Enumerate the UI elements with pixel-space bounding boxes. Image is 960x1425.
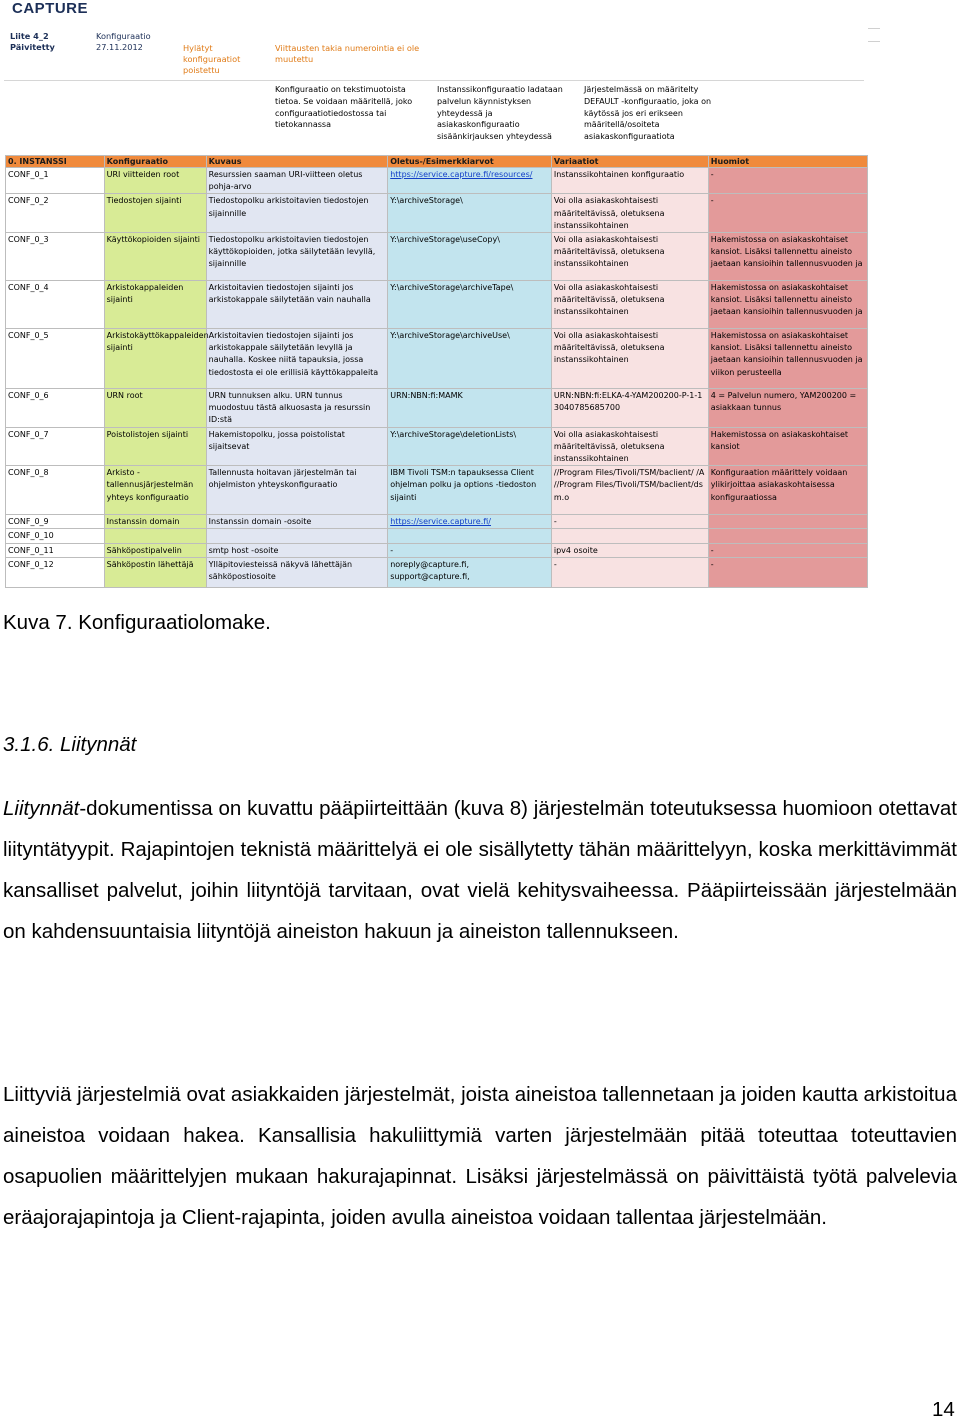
paragraph-connected-systems: Liittyviä järjestelmiä ovat asiakkaiden järjestelmät, joista aineistoa tallennetaan ja joiden kautta arkistoitua aineistoa voidaan hakea. Kansallisia hakuliittymiä varten järjestelmään pitää toteuttaa toteuttavien osapuolien määrittelyjen mukaan hakurajapinnat. Lisäksi järjestelmässä on päivittäistä työtä palvelevia eräajorajapintoja ja Client-rajapinta, joiden avulla aineistoa voidaan tallentaa järjestelmään. xyxy=(3,1083,957,1229)
cell-note: - xyxy=(708,557,867,587)
cell-id: CONF_0_9 xyxy=(6,515,105,529)
cell-description: Arkistoitavien tiedostojen sijainti jos arkistokappale säilytetään levyllä ja nauhalla. Koskee niitä tapauksia, jossa tiedostosta ei ole erillisiä käyttökappaleita xyxy=(206,329,388,389)
cell-variation: Voi olla asiakaskohtaisesti määriteltävissä, oletuksena instanssikohtainen xyxy=(551,281,708,329)
figure-ref-label: Liite 4_2 xyxy=(10,31,49,41)
legend-numbering: Viittausten takia numerointia ei ole muutettu xyxy=(275,43,420,64)
configuration-form-figure xyxy=(4,0,880,582)
capture-logo: CAPTURE xyxy=(12,0,89,17)
cell-id: CONF_0_6 xyxy=(6,389,105,428)
cell-variation: Voi olla asiakaskohtaisesti määriteltävissä, oletuksena instanssikohtainen xyxy=(551,427,708,466)
col-header-config: Konfiguraatio xyxy=(104,156,206,168)
table-header-row xyxy=(6,156,868,168)
cell-variation xyxy=(551,529,708,543)
cell-config: Arkistokäyttökappaleiden sijainti xyxy=(104,329,206,389)
cell-config: Instanssin domain xyxy=(104,515,206,529)
cell-description: URN tunnuksen alku. URN tunnus muodostuu tästä alkuosasta ja resurssin ID:stä xyxy=(206,389,388,428)
cell-note: - xyxy=(708,543,867,557)
cell-default: noreply@capture.fi, support@capture.fi, xyxy=(388,557,552,587)
figure-doc-label: Konfiguraatio xyxy=(96,31,151,41)
table-row xyxy=(6,389,868,428)
cell-note: Hakemistossa on asiakaskohtaiset kansiot. Lisäksi tallennettu aineisto jaetaan kansioihin tallennusvuoden ja xyxy=(708,233,867,281)
cell-variation: ipv4 osoite xyxy=(551,543,708,557)
table-row xyxy=(6,557,868,587)
note-default-config: Järjestelmässä on määritelty DEFAULT -konfiguraatio, joka on käytössä jos eri erikseen määritellä/osoiteta asiakaskonfiguraatiota xyxy=(584,85,712,142)
cell-variation: URN:NBN:fi:ELKA-4-YAM200200-P-1-13040785685700 xyxy=(551,389,708,428)
cell-id: CONF_0_8 xyxy=(6,466,105,515)
cell-default: Y:\archiveStorage\ xyxy=(388,194,552,233)
cell-description: Arkistoitavien tiedostojen sijainti jos arkistokappale säilytetään vain nauhalla xyxy=(206,281,388,329)
section-title: Liitynnät xyxy=(60,733,137,756)
cell-description: Instanssin domain -osoite xyxy=(206,515,388,529)
paragraph-italic-term: Liitynnät xyxy=(3,797,80,820)
cell-id: CONF_0_3 xyxy=(6,233,105,281)
col-header-variations: Variaatiot xyxy=(551,156,708,168)
col-header-notes: Huomiot xyxy=(708,156,867,168)
cell-note: Hakemistossa on asiakaskohtaiset kansiot. Lisäksi tallennettu aineisto jaetaan kansioihin tallennusvuoden ja xyxy=(708,281,867,329)
cell-config: URI viitteiden root xyxy=(104,168,206,194)
cell-config: URN root xyxy=(104,389,206,428)
cell-config: Tiedostojen sijainti xyxy=(104,194,206,233)
cell-default: IBM Tivoli TSM:n tapauksessa Client ohjelman polku ja options -tiedoston sijainti xyxy=(388,466,552,515)
cell-variation: Voi olla asiakaskohtaisesti määriteltävissä, oletuksena instanssikohtainen xyxy=(551,233,708,281)
figure-caption: Kuva 7. Konfiguraatiolomake. xyxy=(3,611,271,634)
cell-note: Konfiguraation määrittely voidaan ylikirjoittaa asiakaskohtaisessa konfiguraatiossa xyxy=(708,466,867,515)
col-header-description: Kuvaus xyxy=(206,156,388,168)
cell-config: Käyttökopioiden sijainti xyxy=(104,233,206,281)
section-number: 3.1.6. xyxy=(3,733,55,756)
cell-id: CONF_0_10 xyxy=(6,529,105,543)
cell-note xyxy=(708,529,867,543)
cell-default: Y:\archiveStorage\archiveTape\ xyxy=(388,281,552,329)
cell-id: CONF_0_7 xyxy=(6,427,105,466)
figure-doc-block xyxy=(96,31,151,53)
cell-config: Arkistokappaleiden sijainti xyxy=(104,281,206,329)
figure-doc-date: 27.11.2012 xyxy=(96,42,143,52)
legend-removed: Hylätyt konfiguraatiot poistettu xyxy=(183,43,241,75)
header-mark xyxy=(868,28,880,29)
section-heading xyxy=(3,724,957,765)
cell-default: - xyxy=(388,543,552,557)
cell-description: Hakemistopolku, jossa poistolistat sijaitsevat xyxy=(206,427,388,466)
cell-config xyxy=(104,529,206,543)
note-config-text: Konfiguraatio on tekstimuotoista tietoa. Se voidaan määritellä, joko configuraatiotiedostossa tai tietokannassa xyxy=(275,85,413,130)
figure-ref-block xyxy=(10,31,55,53)
table-row xyxy=(6,543,868,557)
cell-config: Arkisto -tallennusjärjestelmän yhteys konfiguraatio xyxy=(104,466,206,515)
table-row xyxy=(6,515,868,529)
configuration-table xyxy=(5,155,868,588)
cell-id: CONF_0_1 xyxy=(6,168,105,194)
header-mark xyxy=(868,41,880,42)
cell-variation: - xyxy=(551,515,708,529)
cell-variation: Instanssikohtainen konfiguraatio xyxy=(551,168,708,194)
cell-note: 4 = Palvelun numero, YAM200200 = asiakkaan tunnus xyxy=(708,389,867,428)
cell-variation: Voi olla asiakaskohtaisesti määriteltävissä, oletuksena instanssikohtainen xyxy=(551,329,708,389)
col-header-instance: 0. INSTANSSI xyxy=(6,156,105,168)
cell-id: CONF_0_11 xyxy=(6,543,105,557)
paragraph-interfaces-text: -dokumentissa on kuvattu pääpiirteittään (kuva 8) järjestelmän toteutuksessa huomioon otettavat liityntätyypit. Rajapintojen teknistä määrittelyä ei ole sisällytetty tähän määrittelyyn, koska merkittävimmät kansalliset palvelut, joihin liityntöjä tarvitaan, ovat vielä kehitysvaiheessa. Pääpiirteissään järjestelmään on kahdensuuntaisia liityntöjä aineiston hakuun ja aineiston tallennukseen. xyxy=(3,797,957,943)
table-row xyxy=(6,329,868,389)
note-instance-config: Instanssikonfiguraatio ladataan palvelun käynnistyksen yhteydessä ja asiakaskonfiguraatio sisäänkirjauksen yhteydessä xyxy=(437,85,563,142)
cell-description: Tallennusta hoitavan järjestelmän tai ohjelmiston yhteyskonfiguraatio xyxy=(206,466,388,515)
cell-default: URN:NBN:fi:MAMK xyxy=(388,389,552,428)
cell-config: Sähköpostipalvelin xyxy=(104,543,206,557)
table-row xyxy=(6,529,868,543)
table-row xyxy=(6,233,868,281)
cell-config: Poistolistojen sijainti xyxy=(104,427,206,466)
cell-default-link[interactable]: https://service.capture.fi/ xyxy=(388,515,552,529)
cell-id: CONF_0_12 xyxy=(6,557,105,587)
table-row xyxy=(6,466,868,515)
table-row xyxy=(6,427,868,466)
cell-note: Hakemistossa on asiakaskohtaiset kansiot xyxy=(708,427,867,466)
cell-note xyxy=(708,515,867,529)
cell-variation: //Program Files/Tivoli/TSM/baclient/ /A //Program Files/Tivoli/TSM/baclient/dsm.o xyxy=(551,466,708,515)
cell-description: Resurssien saaman URI-viitteen oletus pohja-arvo xyxy=(206,168,388,194)
cell-description xyxy=(206,529,388,543)
col-header-default: Oletus-/Esimerkkiarvot xyxy=(388,156,552,168)
figure-ref-label-2: Päivitetty xyxy=(10,42,55,52)
cell-note: Hakemistossa on asiakaskohtaiset kansiot. Lisäksi tallennettu aineisto jaetaan kansioihin tallennusvuoden ja viikon perusteella xyxy=(708,329,867,389)
cell-config: Sähköpostin lähettäjä xyxy=(104,557,206,587)
table-row xyxy=(6,194,868,233)
cell-id: CONF_0_2 xyxy=(6,194,105,233)
figure-divider xyxy=(4,80,864,81)
cell-variation: Voi olla asiakaskohtaisesti määriteltävissä, oletuksena instanssikohtainen xyxy=(551,194,708,233)
cell-note: - xyxy=(708,194,867,233)
cell-default: Y:\archiveStorage\useCopy\ xyxy=(388,233,552,281)
table-row xyxy=(6,281,868,329)
cell-description: Ylläpitoviesteissä näkyvä lähettäjän sähköpostiosoite xyxy=(206,557,388,587)
cell-note: - xyxy=(708,168,867,194)
table-row xyxy=(6,168,868,194)
cell-description: Tiedostopolku arkistoitavien tiedostojen sijainnille xyxy=(206,194,388,233)
cell-id: CONF_0_4 xyxy=(6,281,105,329)
cell-description: Tiedostopolku arkistoitavien tiedostojen käyttökopioiden, jotka säilytetään levyllä, sijainnille xyxy=(206,233,388,281)
paragraph-interfaces xyxy=(3,788,957,952)
cell-variation: - xyxy=(551,557,708,587)
cell-default xyxy=(388,529,552,543)
cell-default: Y:\archiveStorage\deletionLists\ xyxy=(388,427,552,466)
cell-default-link[interactable]: https://service.capture.fi/resources/ xyxy=(388,168,552,194)
cell-description: smtp host -osoite xyxy=(206,543,388,557)
page-number: 14 xyxy=(932,1398,955,1421)
cell-id: CONF_0_5 xyxy=(6,329,105,389)
cell-default: Y:\archiveStorage\archiveUse\ xyxy=(388,329,552,389)
